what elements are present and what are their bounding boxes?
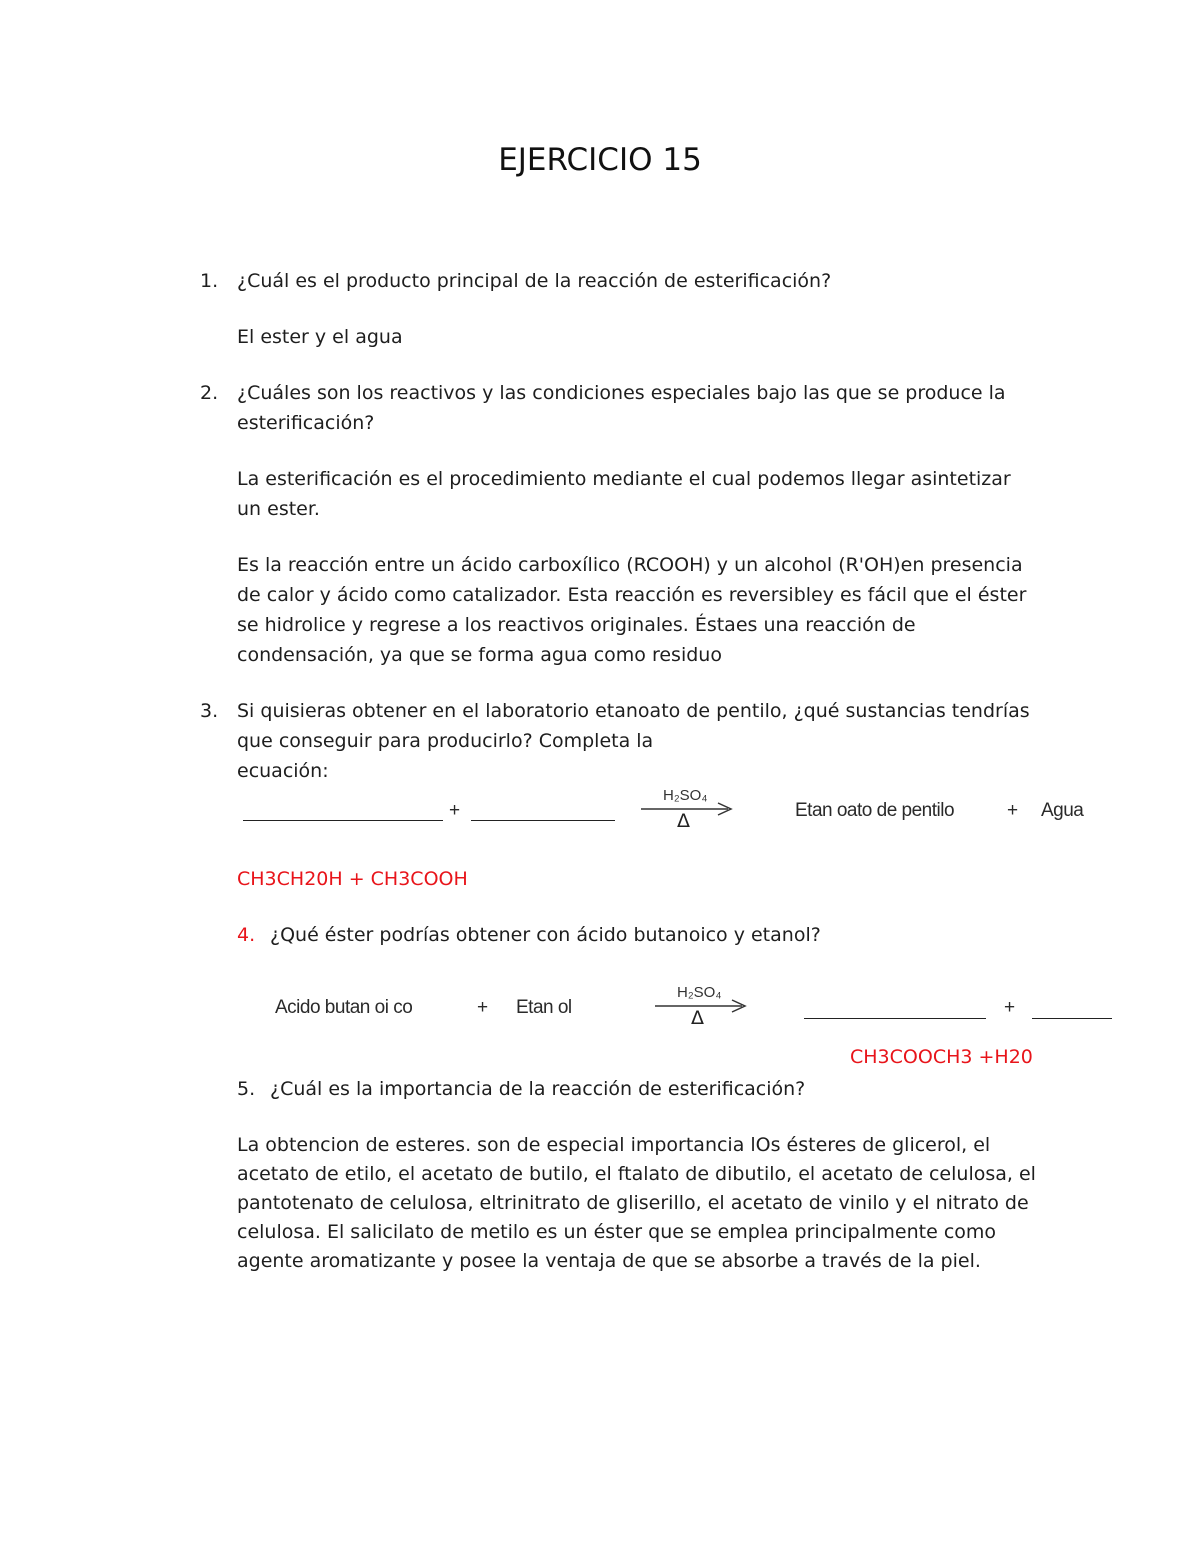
q2-number: 2. (200, 382, 219, 404)
q3-number: 3. (200, 700, 219, 722)
q4-eq-heat: Δ (691, 1007, 704, 1029)
q4-eq-plus: + (1004, 997, 1015, 1018)
q5-number: 5. (237, 1078, 256, 1100)
q2-paragraph1-line: La esterificación es el procedimiento mediante el cual podemos llegar asintetizar (237, 468, 1011, 490)
q2-question-line: ¿Cuáles son los reactivos y las condiciones especiales bajo las que se produce la (237, 382, 1006, 404)
q3-question-line: que conseguir para producirlo? Completa la (237, 730, 654, 752)
q4-eq-plus: + (477, 997, 488, 1018)
q4-eq-reactant: Acido butan oi co (275, 997, 413, 1018)
q2-paragraph2-line: se hidrolice y regrese a los reactivos originales. Éstaes una reacción de (237, 614, 916, 636)
q3-eq-product: Etan oato de pentilo (795, 800, 955, 821)
q5-answer-line: La obtencion de esteres. son de especial importancia lOs ésteres de glicerol, el (237, 1134, 991, 1156)
q5-answer-line: acetato de etilo, el acetato de butilo, el ftalato de dibutilo, el acetato de celulosa, el (237, 1163, 1036, 1185)
q3-eq-plus: + (1007, 800, 1018, 821)
q3-answer: CH3CH20H + CH3COOH (237, 868, 468, 890)
q4-question: ¿Qué éster podrías obtener con ácido butanoico y etanol? (270, 924, 821, 946)
q4-eq-catalyst: H₂SO₄ (677, 984, 722, 1001)
q2-paragraph2-line: Es la reacción entre un ácido carboxílico (RCOOH) y un alcohol (R'OH)en presencia (237, 554, 1023, 576)
q3-blank-reactant2 (471, 820, 615, 821)
q4-blank-product2 (1032, 1018, 1112, 1019)
q5-answer-line: pantotenato de celulosa, eltrinitrato de gliserillo, el acetato de vinilo y el nitrato de (237, 1192, 1029, 1214)
q2-question-line: esterificación? (237, 412, 375, 434)
page-title: EJERCICIO 15 (498, 142, 702, 178)
q5-question: ¿Cuál es la importancia de la reacción de esterificación? (270, 1078, 806, 1100)
q2-paragraph1-line: un ester. (237, 498, 320, 520)
q3-blank-reactant1 (243, 820, 443, 821)
q5-answer-line: celulosa. El salicilato de metilo es un éster que se emplea principalmente como (237, 1221, 997, 1243)
q2-paragraph2-line: condensación, ya que se forma agua como residuo (237, 644, 722, 666)
q1-number: 1. (200, 270, 219, 292)
q4-blank-product1 (804, 1018, 986, 1019)
q4-number: 4. (237, 924, 256, 946)
q3-eq-heat: Δ (677, 810, 690, 832)
q2-paragraph2-line: de calor y ácido como catalizador. Esta reacción es reversibley es fácil que el éster (237, 584, 1027, 606)
q1-answer: El ester y el agua (237, 326, 403, 348)
q3-eq-plus: + (449, 800, 460, 821)
q3-eq-catalyst: H₂SO₄ (663, 787, 708, 804)
q3-eq-product: Agua (1041, 800, 1084, 821)
q4-eq-reactant: Etan ol (516, 997, 572, 1018)
q1-question: ¿Cuál es el producto principal de la reacción de esterificación? (237, 270, 832, 292)
q4-answer: CH3COOCH3 +H20 (850, 1046, 1033, 1068)
q3-question-line: Si quisieras obtener en el laboratorio etanoato de pentilo, ¿qué sustancias tendrías (237, 700, 1030, 722)
q3-question-line: ecuación: (237, 760, 329, 782)
q5-answer-line: agente aromatizante y posee la ventaja de que se absorbe a través de la piel. (237, 1250, 981, 1272)
